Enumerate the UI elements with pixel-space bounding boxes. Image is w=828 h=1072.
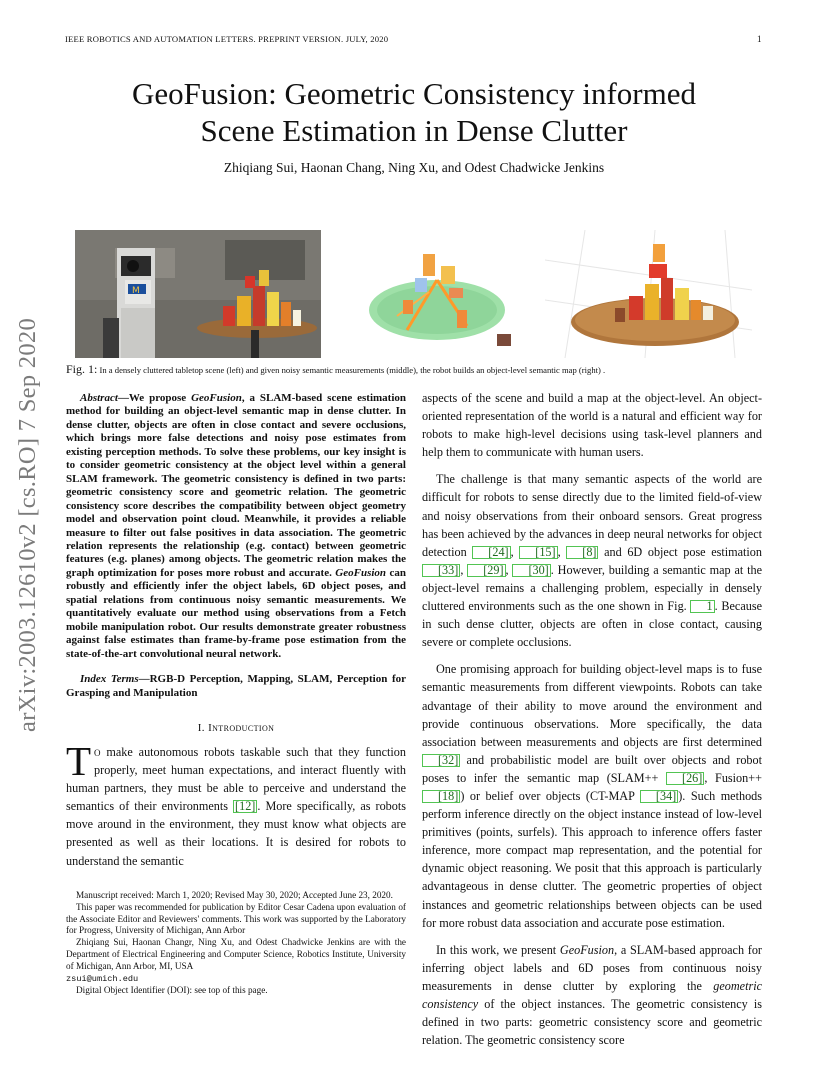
citation-link[interactable]: [33] [422, 564, 460, 577]
citation-link[interactable]: [18] [422, 790, 460, 803]
left-column [66, 392, 406, 870]
footnote-doi: Digital Object Identifier (DOI): see top of this page. [76, 985, 268, 996]
running-header: IEEE ROBOTICS AND AUTOMATION LETTERS. PREPRINT VERSION. JULY, 2020 [65, 34, 389, 44]
system-name: GeoFusion [191, 392, 242, 404]
figure-caption [66, 364, 766, 376]
author-list: Zhiqiang Sui, Haonan Chang, Ning Xu, and Odest Chadwicke Jenkins [223, 160, 605, 175]
drop-cap: T [66, 737, 92, 784]
intro-paragraph-1: To make autonomous robots taskable such that they function properly, meet human expectations, and interact fluently with human partners, they must be able to perceive and understand the semantics of their environments [12] . More specifically, as robots move around in the environment, they must know what objects are presented as well as their locations. It is desired for robots to understand the semantic [66, 737, 406, 868]
right-column [422, 389, 762, 1049]
photo-scene-image [75, 230, 321, 358]
footnote-affiliation: Zhiqiang Sui, Haonan Changr, Ning Xu, and Odest Chadwicke Jenkins are with the Department of Electrical Engineering and Computer Science, Robotics Institute, University of Michigan, Ann Arbor, MI, USA zsui@umich.edu [66, 937, 406, 984]
figure-label: Fig. 1: [66, 362, 98, 376]
footnotes [66, 890, 406, 997]
title-line-2: Scene Estimation in Dense Clutter [200, 113, 628, 148]
page-number: 1 [757, 34, 762, 44]
index-terms: Index Terms—RGB-D Perception, Mapping, SLAM, Perception for Grasping and Manipulation [66, 673, 406, 699]
footnote-recommended: This paper was recommended for publication by Editor Cesar Cadena upon evaluation of the Associate Editor and Reviewers' comments. This work was supported by the Laboratory for Progress, University of Michigan, Ann Arbor [66, 901, 406, 936]
intro-paragraph-4: In this work, we present GeoFusion, a SLAM-based approach for inferring object labels and 6D poses from continuous noisy measurements in dense clutter by exploring the geometric consistency of the object instances. The geometric consistency is defined in two parts: geometric consistency score and geometric relation. The geometric consistency score [422, 942, 762, 1048]
intro-paragraph-2: The challenge is that many semantic aspects of the world are difficult for robots to sense directly due to the limited field-of-view and noisy observations from their onboard sensors. Great progress has been achieved by the advances in deep neural networks for object detection [24] , [15] , [8] and 6D object pose estimation [33] , [29] , [30] . However, building a semantic map at the object-level remains a challenging problem, especially in densely cluttered environments such as the one shown in Fig. 1 . Because in such dense clutter, objects are often in close contact, causing severe or complete occlusions. [422, 472, 763, 650]
citation-link[interactable]: [30] [512, 564, 550, 577]
citation-link[interactable]: [12] [235, 799, 256, 814]
author-email[interactable]: zsui@umich.edu [66, 973, 139, 984]
figure-1 [75, 230, 752, 358]
svg-text:M: M [132, 286, 140, 296]
section-heading-introduction: I. Introduction [197, 721, 275, 734]
system-name: GeoFusion [335, 566, 387, 579]
title-line-1: GeoFusion: Geometric Consistency informed [132, 76, 696, 111]
figure-semantic-map [545, 230, 752, 358]
citation-link[interactable]: [15] [519, 546, 557, 559]
figure-reference-link[interactable]: 1 [690, 600, 714, 613]
abstract-lead: Abstract [80, 392, 118, 404]
citation-link[interactable]: [32] [422, 754, 460, 767]
citation-link[interactable]: [34] [640, 790, 678, 803]
citation-link[interactable]: [8] [566, 546, 598, 559]
citation-link[interactable]: [26] [666, 772, 704, 785]
arxiv-stamp [10, 290, 46, 760]
citation-link[interactable]: [29] [467, 564, 505, 577]
figure-photo-cluttered-scene [75, 230, 321, 358]
intro-paragraph-1-continued: aspects of the scene and build a map at the object-level. An object-oriented representation of the world is a natural and efficient way for robots to make high-level decisions using task-level planners and help them to communicate with human users. [422, 391, 762, 460]
key-term: geometric consistency [422, 978, 762, 1011]
figure-caption-text: In a densely cluttered tabletop scene (left) and given noisy semantic measurements (middle), the robot builds an object-level semantic map (right) . [99, 365, 606, 375]
abstract: Abstract—We propose GeoFusion, a SLAM-based scene estimation method for building an object-level semantic map in dense clutter. In dense clutter, objects are often in close contact and severe occlusions, which brings more false detections and noisy pose estimates from existing perception methods. To solve these problems, our key insight is to consider geometric consistency at the object level within a general SLAM framework. The geometric consistency is defined in two parts: geometric consistency score and geometric relation. The geometric consistency score describes the compatibility between object geometry model and observation point cloud. Meanwhile, it provides a reliable measure to filter out false positives in data association. The geometric relation represents the relationship (e.g. contact) between geometric features (e.g. planes) among objects. The geometric relation makes the graph optimization for poses more robust and accurate. GeoFusion can robustly and efficiently infer the object labels, 6D object poses, and spatial relations from continuous noisy semantic measurements. We quantitatively evaluate our method using observations from a Fetch mobile manipulation robot. Our results demonstrate greater robustness against false estimates than frame-by-frame pose estimation from the state-of-the-art convolutional neural network. [66, 392, 406, 660]
arxiv-identifier: arXiv:2003.12610v2 [cs.RO] 7 Sep 2020 [14, 318, 41, 732]
citation-link[interactable]: [24] [472, 546, 510, 559]
figure-noisy-measurements [337, 230, 537, 358]
measurements-image [337, 230, 537, 358]
paper-title [60, 75, 768, 149]
intro-paragraph-3: One promising approach for building object-level maps is to fuse semantic measurements from different viewpoints. Robots can take advantage of their ability to move around the environment and provide continuous observations. More specifically, the data association between measurements and objects are first determined [32] and probabilistic model are built over objects and robot poses to infer the semantic map (SLAM++ [26] , Fusion++ [18] ) or belief over objects (CT-MAP [34] ). Such methods perform inference directly on the object instance instead of low-level primitives (points, surfels). This approach to inference offers faster inference, more compact map representation, and the potential for dynamic object reasoning. We posit that this approach is particularly advantageous in dense clutter. The geometric properties of object instances and geometric relationships between objects can be used for more robust data association and accurate pose estimation. [422, 662, 762, 930]
index-terms-lead: Index Terms [80, 673, 139, 686]
footnote-received: Manuscript received: March 1, 2020; Revised May 30, 2020; Accepted June 23, 2020. [76, 890, 393, 900]
system-name: GeoFusion [559, 942, 615, 957]
semantic-map-image [545, 230, 752, 358]
